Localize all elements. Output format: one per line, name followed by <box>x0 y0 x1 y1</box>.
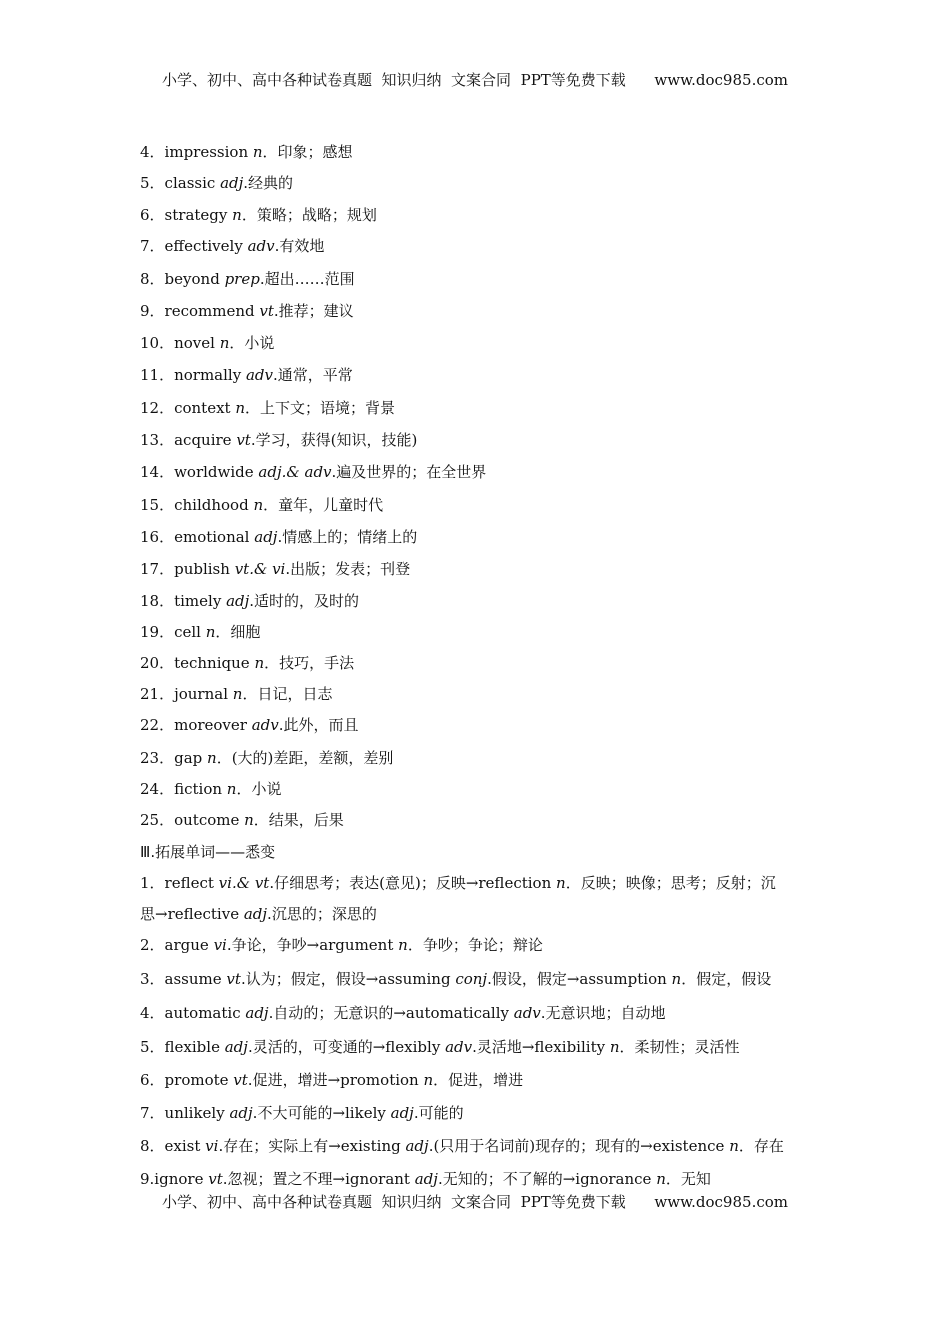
vocab-word: acquire <box>174 431 237 449</box>
part-of-speech: n <box>252 143 263 161</box>
item-number: 12． <box>140 399 175 417</box>
vocab-meaning: ．(大的)差距，差额，差别 <box>216 749 394 767</box>
vocab-item <box>140 684 332 704</box>
vocab-item <box>140 715 359 735</box>
entry-text: ．争吵；争论；辩论 <box>407 936 543 954</box>
item-number: 10． <box>140 334 175 352</box>
entry-text: .忽视；置之不理→ignorant <box>222 1170 415 1188</box>
part-of-speech: n <box>207 749 217 767</box>
part-of-speech: vt <box>259 302 274 320</box>
part-of-speech: n <box>232 685 243 703</box>
entry-text: .仔细思考；表达(意见)；反映→reflection <box>269 874 557 892</box>
vocab-item <box>140 269 355 289</box>
vocab-item <box>140 559 410 579</box>
vocab-meaning: .出版；发表；刊登 <box>285 560 411 578</box>
entry-text: .假设，假定→assumption <box>487 970 672 988</box>
item-number: 19． <box>140 623 175 641</box>
part-of-speech: adj <box>405 1137 429 1155</box>
entry-text: .促进，增进→promotion <box>247 1071 424 1089</box>
vocab-meaning: ．细胞 <box>215 623 261 641</box>
vocab-meaning: .适时的，及时的 <box>249 592 360 610</box>
extended-vocab-item <box>140 969 771 989</box>
item-number: 14． <box>140 463 175 481</box>
vocab-meaning: ．结果，后果 <box>253 811 344 829</box>
part-of-speech: n <box>729 1137 739 1155</box>
vocab-item <box>140 301 354 321</box>
part-of-speech: vi.& vt <box>218 874 270 892</box>
vocab-meaning: .情感上的；情绪上的 <box>277 528 418 546</box>
vocab-meaning: .遍及世界的；在全世界 <box>331 463 487 481</box>
vocab-meaning: .此外，而且 <box>278 716 359 734</box>
item-number: 11． <box>140 366 175 384</box>
entry-text: .无意识地；自动地 <box>540 1004 666 1022</box>
item-number: 20． <box>140 654 175 672</box>
part-of-speech: conj <box>455 970 488 988</box>
vocab-meaning: .学习，获得(知识，技能) <box>250 431 418 449</box>
extended-vocab-item <box>140 1136 784 1156</box>
vocab-meaning: ．小说 <box>229 334 275 352</box>
part-of-speech: n <box>398 936 408 954</box>
entry-text: .灵活地→flexibility <box>472 1038 610 1056</box>
vocab-item <box>140 462 486 482</box>
entry-text: 6．promote <box>140 1071 234 1089</box>
entry-text: 1．reflect <box>140 874 219 892</box>
entry-text: .不大可能的→likely <box>252 1104 391 1122</box>
item-number: 15． <box>140 496 175 514</box>
vocab-word: novel <box>174 334 220 352</box>
entry-text: ．存在 <box>738 1137 784 1155</box>
vocab-meaning: ．童年，儿童时代 <box>263 496 384 514</box>
vocab-word: context <box>174 399 236 417</box>
entry-text: .灵活的，可变通的→flexibly <box>247 1038 446 1056</box>
page-footer: 小学、初中、高中各种试卷真题 知识归纳 文案合同 PPT等免费下载 www.doc985.com <box>161 1193 788 1211</box>
vocab-item <box>140 748 393 768</box>
vocab-word: gap <box>174 749 208 767</box>
item-number: 24． <box>140 780 175 798</box>
vocab-word: normally <box>174 366 246 384</box>
extended-vocab-item <box>140 1070 523 1090</box>
page-header: 小学、初中、高中各种试卷真题 知识归纳 文案合同 PPT等免费下载 www.doc985.com <box>161 71 788 89</box>
vocab-meaning: .推荐；建议 <box>273 302 354 320</box>
vocab-word: moreover <box>174 716 252 734</box>
entry-text: 5．flexible <box>140 1038 225 1056</box>
entry-text: ．反映；映像；思考；反射；沉 <box>565 874 776 892</box>
part-of-speech: n <box>671 970 682 988</box>
part-of-speech: n <box>253 496 264 514</box>
item-number: 16． <box>140 528 175 546</box>
part-of-speech: n <box>423 1071 434 1089</box>
vocab-meaning: ．小说 <box>236 780 282 798</box>
vocab-meaning: .有效地 <box>274 237 325 255</box>
item-number: 23． <box>140 749 175 767</box>
part-of-speech: adj <box>390 1104 414 1122</box>
vocab-word: worldwide <box>174 463 259 481</box>
part-of-speech: adj <box>226 592 250 610</box>
extended-vocab-item <box>140 1037 740 1057</box>
entry-text: .可能的 <box>413 1104 464 1122</box>
part-of-speech: n <box>656 1170 666 1188</box>
vocab-item <box>140 430 417 450</box>
item-number: 13． <box>140 431 175 449</box>
vocab-item <box>140 205 377 225</box>
vocab-item <box>140 236 324 256</box>
vocab-meaning: ．技巧，手法 <box>264 654 355 672</box>
vocab-item <box>140 779 281 799</box>
vocab-word: publish <box>174 560 235 578</box>
item-number: 17． <box>140 560 175 578</box>
vocab-word: journal <box>174 685 233 703</box>
vocab-item <box>140 495 383 515</box>
entry-text: .(只用于名词前)现存的；现有的→existence <box>428 1137 730 1155</box>
part-of-speech: adv <box>445 1038 473 1056</box>
part-of-speech: n <box>244 811 254 829</box>
entry-text: 3．assume <box>140 970 227 988</box>
vocab-meaning: ．策略；战略；规划 <box>241 206 377 224</box>
entry-text: 9.ignore <box>140 1170 209 1188</box>
section-heading: Ⅲ.拓展单词——悉变 <box>140 843 276 861</box>
vocab-word: impression <box>164 143 253 161</box>
extended-vocab-continuation <box>140 904 377 924</box>
part-of-speech: vi <box>213 936 227 954</box>
part-of-speech: adj <box>220 174 244 192</box>
vocab-item <box>140 333 274 353</box>
item-number: 8． <box>140 270 165 288</box>
part-of-speech: n <box>235 399 246 417</box>
vocab-word: fiction <box>174 780 227 798</box>
extended-vocab-item <box>140 1103 464 1123</box>
vocab-item <box>140 810 344 830</box>
entry-text: ．假定，假设 <box>681 970 772 988</box>
part-of-speech: adj <box>243 905 268 923</box>
extended-vocab-item <box>140 935 543 955</box>
item-number: 5． <box>140 174 165 192</box>
part-of-speech: adj <box>414 1170 438 1188</box>
vocab-meaning: ．上下文；语境；背景 <box>245 399 396 417</box>
vocab-item <box>140 365 353 385</box>
part-of-speech: n <box>232 206 242 224</box>
part-of-speech: n <box>609 1038 620 1056</box>
vocab-word: outcome <box>174 811 245 829</box>
part-of-speech: vt.& vi <box>234 560 286 578</box>
part-of-speech: adv <box>251 716 279 734</box>
vocab-meaning: .经典的 <box>243 174 294 192</box>
vocab-word: recommend <box>164 302 260 320</box>
entry-text: ．柔韧性；灵活性 <box>619 1038 740 1056</box>
vocab-word: timely <box>174 592 227 610</box>
part-of-speech: adv <box>513 1004 541 1022</box>
entry-text: 8．exist <box>140 1137 206 1155</box>
part-of-speech: adv <box>247 237 275 255</box>
item-number: 18． <box>140 592 175 610</box>
entry-text: .沉思的；深思的 <box>267 905 377 923</box>
item-number: 22． <box>140 716 175 734</box>
part-of-speech: vt <box>233 1071 248 1089</box>
part-of-speech: vt <box>208 1170 223 1188</box>
item-number: 21． <box>140 685 175 703</box>
item-number: 4． <box>140 143 165 161</box>
entry-text: 7．unlikely <box>140 1104 230 1122</box>
vocab-meaning: ．印象；感想 <box>262 143 353 161</box>
part-of-speech: adj <box>224 1038 248 1056</box>
part-of-speech: adv <box>245 366 273 384</box>
vocab-item <box>140 527 417 547</box>
part-of-speech: n <box>219 334 230 352</box>
entry-text: .无知的；不了解的→ignorance <box>437 1170 657 1188</box>
entry-text: 2．argue <box>140 936 214 954</box>
vocab-word: effectively <box>164 237 248 255</box>
entry-text: .争论，争吵→argument <box>226 936 399 954</box>
vocab-word: strategy <box>164 206 233 224</box>
vocab-word: classic <box>164 174 221 192</box>
vocab-item <box>140 142 353 162</box>
part-of-speech: vi <box>205 1137 219 1155</box>
vocab-item <box>140 591 359 611</box>
entry-text: .自动的；无意识的→automatically <box>268 1004 514 1022</box>
vocab-meaning: .超出……范围 <box>259 270 355 288</box>
extended-vocab-item <box>140 873 776 893</box>
vocab-item <box>140 653 354 673</box>
part-of-speech: prep <box>224 270 260 288</box>
part-of-speech: n <box>254 654 265 672</box>
vocab-item <box>140 622 260 642</box>
vocab-word: childhood <box>174 496 254 514</box>
vocab-word: cell <box>174 623 206 641</box>
vocab-item <box>140 398 395 418</box>
item-number: 6． <box>140 206 165 224</box>
entry-text: 思→reflective <box>140 905 244 923</box>
part-of-speech: adj <box>229 1104 253 1122</box>
vocab-word: technique <box>174 654 255 672</box>
entry-text: .存在；实际上有→existing <box>218 1137 406 1155</box>
part-of-speech: adj <box>245 1004 269 1022</box>
entry-text: 4．automatic <box>140 1004 246 1022</box>
vocab-word: beyond <box>164 270 225 288</box>
vocab-item <box>140 173 293 193</box>
part-of-speech: n <box>205 623 216 641</box>
part-of-speech: adj <box>254 528 278 546</box>
entry-text: .认为；假定，假设→assuming <box>240 970 456 988</box>
entry-text: ．无知 <box>665 1170 711 1188</box>
entry-text: ．促进，增进 <box>433 1071 524 1089</box>
part-of-speech: vt <box>226 970 241 988</box>
part-of-speech: adj.& adv <box>258 463 332 481</box>
item-number: 7． <box>140 237 165 255</box>
vocab-meaning: .通常，平常 <box>273 366 353 384</box>
vocab-word: emotional <box>174 528 255 546</box>
extended-vocab-item <box>140 1003 666 1023</box>
vocab-meaning: ．日记，日志 <box>242 685 333 703</box>
item-number: 25． <box>140 811 175 829</box>
part-of-speech: n <box>556 874 566 892</box>
extended-vocab-item <box>140 1169 711 1189</box>
item-number: 9． <box>140 302 165 320</box>
part-of-speech: vt <box>236 431 251 449</box>
part-of-speech: n <box>226 780 237 798</box>
